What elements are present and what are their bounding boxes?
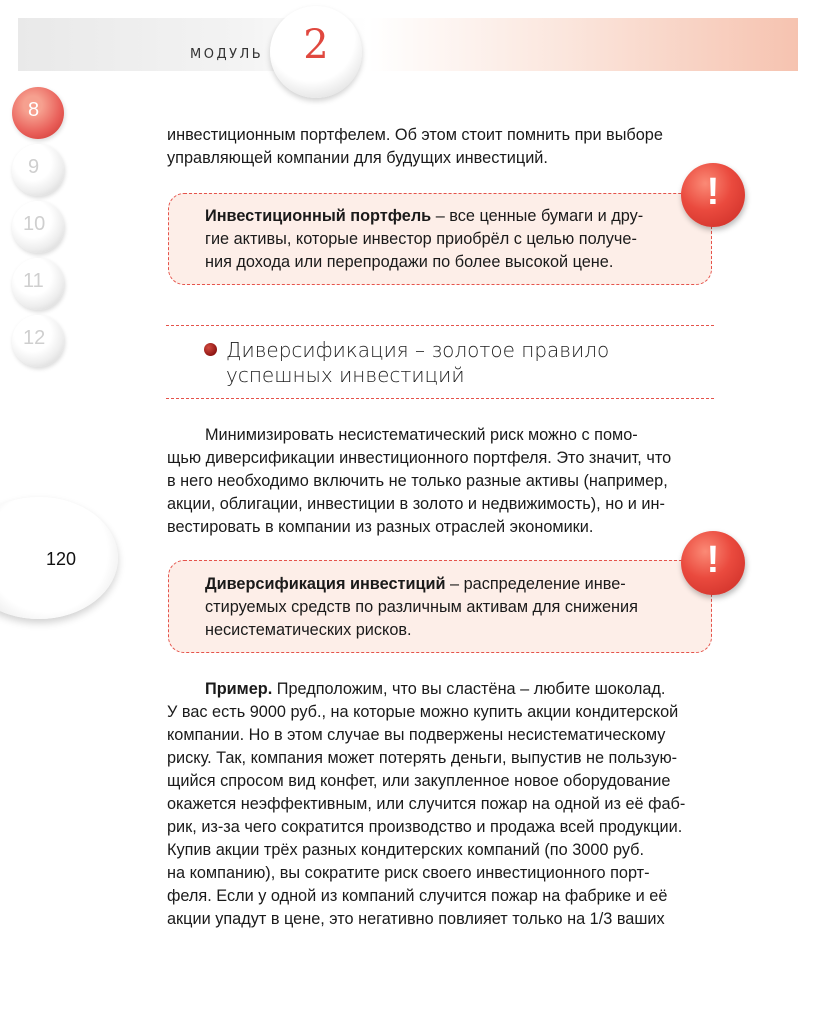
definition-text [205, 573, 679, 642]
text-line: рик, из-за чего сократится производство и продажа всей продукции. [167, 818, 683, 836]
chapter-tab-label: 10 [23, 213, 46, 235]
chapter-tab-9[interactable] [12, 144, 64, 196]
chapter-tab-label: 11 [23, 270, 44, 292]
text-line: У вас есть 9000 руб., на которые можно купить акции кондитерской [167, 703, 679, 721]
exclamation-icon [681, 163, 745, 227]
section-divider-top [166, 325, 714, 326]
text-line: стируемых средств по различным активам для снижения [205, 598, 638, 616]
diversification-paragraph [167, 424, 714, 539]
chapter-tab-8[interactable] [12, 87, 64, 139]
text-line: несистематических рисков. [205, 621, 412, 639]
exclamation-mark: ! [706, 171, 720, 213]
text-line: – все ценные бумаги и дру- [431, 207, 644, 225]
chapter-tab-label: 12 [23, 327, 46, 349]
text-line: на компанию), вы сократите риск своего инвестиционного порт- [167, 864, 650, 882]
chapter-tab-10[interactable] [12, 201, 64, 253]
title-line: Диверсификация – золотое правило [226, 338, 610, 362]
text-line: щью диверсификации инвестиционного портфеля. Это значит, что [167, 449, 672, 467]
definition-box-diversification [168, 560, 712, 653]
chapter-tab-label: 8 [28, 99, 40, 121]
text-line: компании. Но в этом случае вы подвержены несистематическому [167, 726, 666, 744]
exclamation-icon [681, 531, 745, 595]
definition-term: Инвестиционный портфель [205, 207, 432, 225]
text-line: в него необходимо включить не только разные активы (например, [167, 472, 668, 490]
section-divider-bottom [166, 398, 714, 399]
text-line: Предположим, что вы сластёна – любите шоколад. [272, 680, 666, 698]
text-line: ния дохода или перепродажи по более высокой цене. [205, 253, 614, 271]
intro-paragraph [167, 124, 714, 170]
title-line: успешных инвестиций [226, 363, 465, 387]
text-line: гие активы, которые инвестор приобрёл с целью получе- [205, 230, 637, 248]
module-number-badge [270, 6, 362, 98]
text-line: окажется неэффективным, или случится пожар на одной из её фаб- [167, 795, 686, 813]
module-label: МОДУЛЬ [190, 47, 264, 62]
module-number: 2 [303, 22, 329, 68]
section-title [226, 338, 609, 388]
page-number: 120 [46, 549, 77, 569]
text-line: – распределение инве- [445, 575, 626, 593]
example-paragraph [167, 678, 714, 931]
text-line: Купив акции трёх разных кондитерских компаний (по 3000 руб. [167, 841, 644, 859]
definition-text [205, 205, 679, 274]
text-line: вестировать в компании из разных отраслей экономики. [167, 518, 594, 536]
chapter-tab-12[interactable] [12, 315, 64, 367]
chapter-tab-label: 9 [28, 156, 40, 178]
text-line: управляющей компании для будущих инвестиций. [167, 149, 548, 167]
text-line: феля. Если у одной из компаний случится пожар на фабрике и её [167, 887, 668, 905]
text-line: инвестиционным портфелем. Об этом стоит помнить при выборе [167, 126, 663, 144]
chapter-tab-11[interactable] [12, 258, 64, 310]
example-lead: Пример. [205, 680, 273, 698]
exclamation-mark: ! [706, 539, 720, 581]
text-line: риску. Так, компания может потерять деньги, выпустив не пользую- [167, 749, 678, 767]
module-header-band [18, 18, 798, 71]
text-line: Минимизировать несистематический риск можно с помо- [205, 426, 638, 444]
text-line: акции, облигации, инвестиции в золото и недвижимость), но и ин- [167, 495, 665, 513]
text-line: щийся спросом вид конфет, или закупленное новое оборудование [167, 772, 671, 790]
definition-box-investment-portfolio [168, 193, 712, 285]
bullet-icon [204, 343, 217, 356]
definition-term: Диверсификация инвестиций [205, 575, 446, 593]
text-line: акции упадут в цене, это негативно повлияет только на 1/3 ваших [167, 910, 665, 928]
